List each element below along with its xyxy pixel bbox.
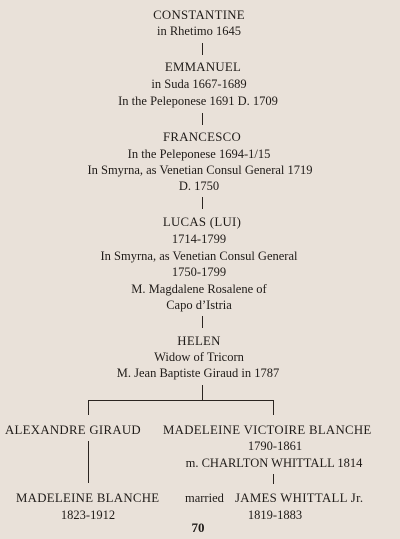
connector-left-lower bbox=[88, 441, 89, 483]
lucas-detail-2: In Smyrna, as Venetian Consul General bbox=[100, 249, 298, 263]
alexandre-giraud-name: ALEXANDRE GIRAUD bbox=[5, 423, 141, 437]
lucas-detail-4: M. Magdalene Rosalene of bbox=[131, 282, 267, 296]
connector-helen-branch bbox=[202, 385, 203, 400]
emmanuel-name: EMMANUEL bbox=[164, 60, 242, 74]
branch-left-drop bbox=[88, 400, 89, 415]
connector-francesco-lucas bbox=[202, 197, 203, 209]
lucas-detail-5: Capo d’Istria bbox=[166, 298, 232, 312]
madeleine-blanche-dates: 1823-1912 bbox=[60, 508, 116, 522]
francesco-detail-3: D. 1750 bbox=[178, 179, 220, 193]
madeleine-victoire-name: MADELEINE VICTOIRE BLANCHE bbox=[163, 423, 372, 437]
james-whittall-dates: 1819-1883 bbox=[247, 508, 303, 522]
connector-lucas-helen bbox=[202, 316, 203, 328]
emmanuel-detail-1: in Suda 1667-1689 bbox=[151, 77, 247, 91]
helen-detail-1: Widow of Tricorn bbox=[154, 350, 244, 364]
james-whittall-name: JAMES WHITTALL Jr. bbox=[235, 491, 364, 505]
lucas-name: LUCAS (LUI) bbox=[162, 215, 242, 229]
married-label: married bbox=[185, 491, 224, 505]
lucas-detail-3: 1750-1799 bbox=[171, 265, 227, 279]
francesco-detail-1: In the Peleponese 1694-1/15 bbox=[127, 147, 271, 161]
francesco-name: FRANCESCO bbox=[162, 130, 242, 144]
helen-name: HELEN bbox=[177, 334, 221, 348]
constantine-detail: in Rhetimo 1645 bbox=[156, 24, 242, 38]
helen-detail-2: M. Jean Baptiste Giraud in 1787 bbox=[116, 366, 280, 380]
madeleine-blanche-name: MADELEINE BLANCHE bbox=[16, 491, 160, 505]
connector-emmanuel-francesco bbox=[202, 113, 203, 125]
connector-right-lower bbox=[273, 474, 274, 484]
branch-horizontal-line bbox=[88, 400, 273, 401]
francesco-detail-2: In Smyrna, as Venetian Consul General 1719 bbox=[87, 163, 313, 177]
madeleine-victoire-marriage: m. CHARLTON WHITTALL 1814 bbox=[185, 456, 363, 470]
branch-right-drop bbox=[273, 400, 274, 415]
lucas-detail-1: 1714-1799 bbox=[171, 232, 227, 246]
page-number: 70 bbox=[191, 520, 205, 535]
madeleine-victoire-dates: 1790-1861 bbox=[247, 439, 303, 453]
emmanuel-detail-2: In the Peleponese 1691 D. 1709 bbox=[118, 94, 278, 108]
connector-constantine-emmanuel bbox=[202, 43, 203, 55]
constantine-name: CONSTANTINE bbox=[153, 8, 245, 22]
